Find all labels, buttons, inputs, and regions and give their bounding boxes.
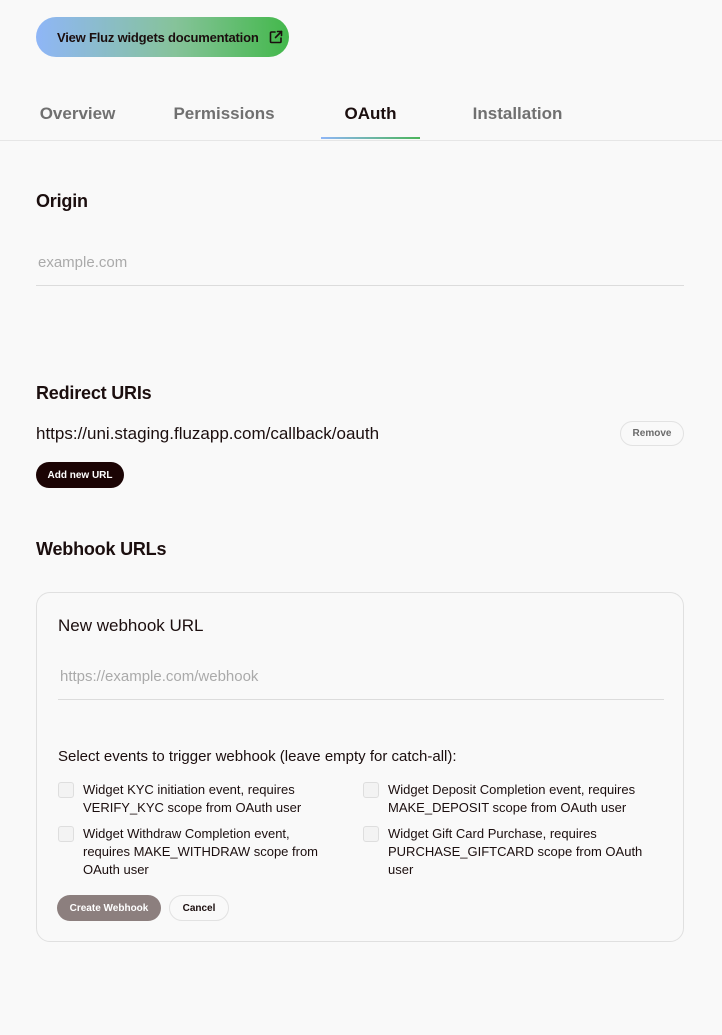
events-label: Select events to trigger webhook (leave empty for catch-all): xyxy=(58,748,457,765)
remove-redirect-button[interactable]: Remove xyxy=(620,421,684,446)
event-option-withdraw xyxy=(58,825,338,879)
event-kyc-checkbox[interactable] xyxy=(58,782,74,798)
event-kyc-label: Widget KYC initiation event, requires VERIFY_KYC scope from OAuth user xyxy=(83,782,302,815)
new-webhook-title: New webhook URL xyxy=(58,616,204,635)
event-giftcard-label: Widget Gift Card Purchase, requires PURCHASE_GIFTCARD scope from OAuth user xyxy=(388,826,643,877)
tab-overview[interactable]: Overview xyxy=(39,104,116,123)
webhook-urls-title: Webhook URLs xyxy=(36,539,167,559)
tab-bar xyxy=(0,92,722,141)
event-giftcard-checkbox[interactable] xyxy=(363,826,379,842)
redirect-uris-title: Redirect URIs xyxy=(36,383,152,403)
create-webhook-button[interactable]: Create Webhook xyxy=(57,895,161,921)
external-link-icon xyxy=(268,29,284,45)
redirect-url-item: https://uni.staging.fluzapp.com/callback/oauth xyxy=(36,424,380,443)
add-new-url-button[interactable]: Add new URL xyxy=(36,462,124,488)
origin-title: Origin xyxy=(36,191,88,211)
cancel-button[interactable]: Cancel xyxy=(169,895,229,921)
active-tab-indicator xyxy=(321,137,420,139)
tab-installation[interactable]: Installation xyxy=(472,104,563,123)
origin-input[interactable] xyxy=(36,240,684,286)
event-deposit-checkbox[interactable] xyxy=(363,782,379,798)
new-webhook-card xyxy=(36,592,684,942)
tab-oauth[interactable]: OAuth xyxy=(344,104,397,123)
doc-button-label: View Fluz widgets documentation xyxy=(57,29,259,45)
event-option-kyc xyxy=(58,781,338,817)
webhook-url-input[interactable] xyxy=(58,653,664,700)
tab-permissions[interactable]: Permissions xyxy=(173,104,275,123)
event-withdraw-checkbox[interactable] xyxy=(58,826,74,842)
event-option-deposit xyxy=(363,781,643,817)
event-option-giftcard xyxy=(363,825,643,879)
event-deposit-label: Widget Deposit Completion event, requires MAKE_DEPOSIT scope from OAuth user xyxy=(388,782,636,815)
event-withdraw-label: Widget Withdraw Completion event, requires MAKE_WITHDRAW scope from OAuth user xyxy=(83,826,319,877)
view-documentation-button[interactable] xyxy=(36,17,289,57)
